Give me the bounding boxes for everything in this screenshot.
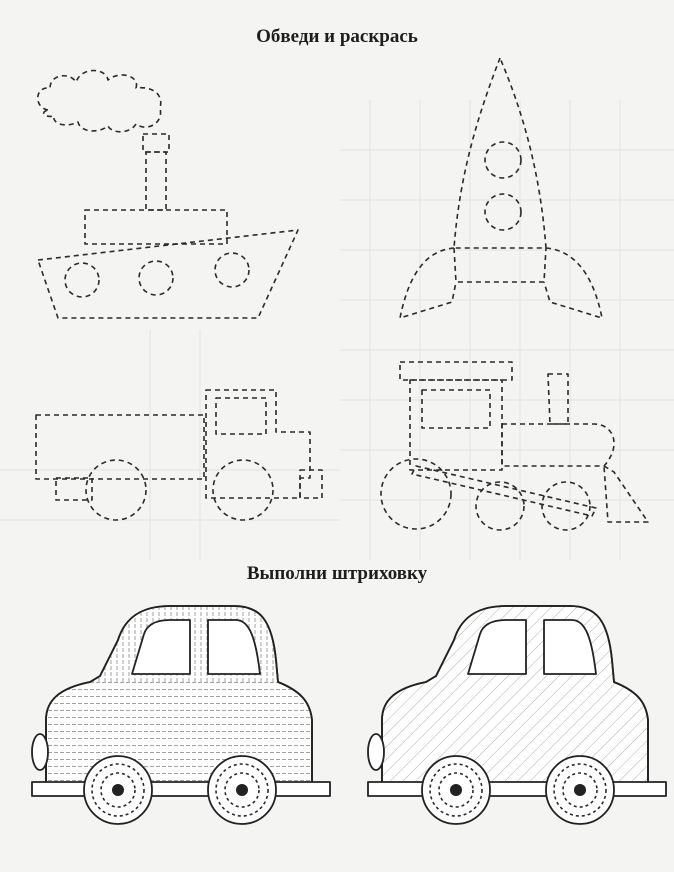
cloud-outline bbox=[38, 71, 161, 132]
truck-outline bbox=[36, 390, 322, 520]
steamship-outline bbox=[38, 134, 298, 318]
trace-and-color-heading: Обведи и раскрась bbox=[256, 26, 418, 47]
locomotive-outline bbox=[381, 362, 648, 530]
rocket-outline bbox=[400, 58, 602, 318]
hatching-heading: Выполни штриховку bbox=[246, 563, 428, 584]
car-left bbox=[32, 606, 330, 824]
car-right bbox=[368, 606, 666, 824]
background-grid bbox=[0, 100, 674, 560]
